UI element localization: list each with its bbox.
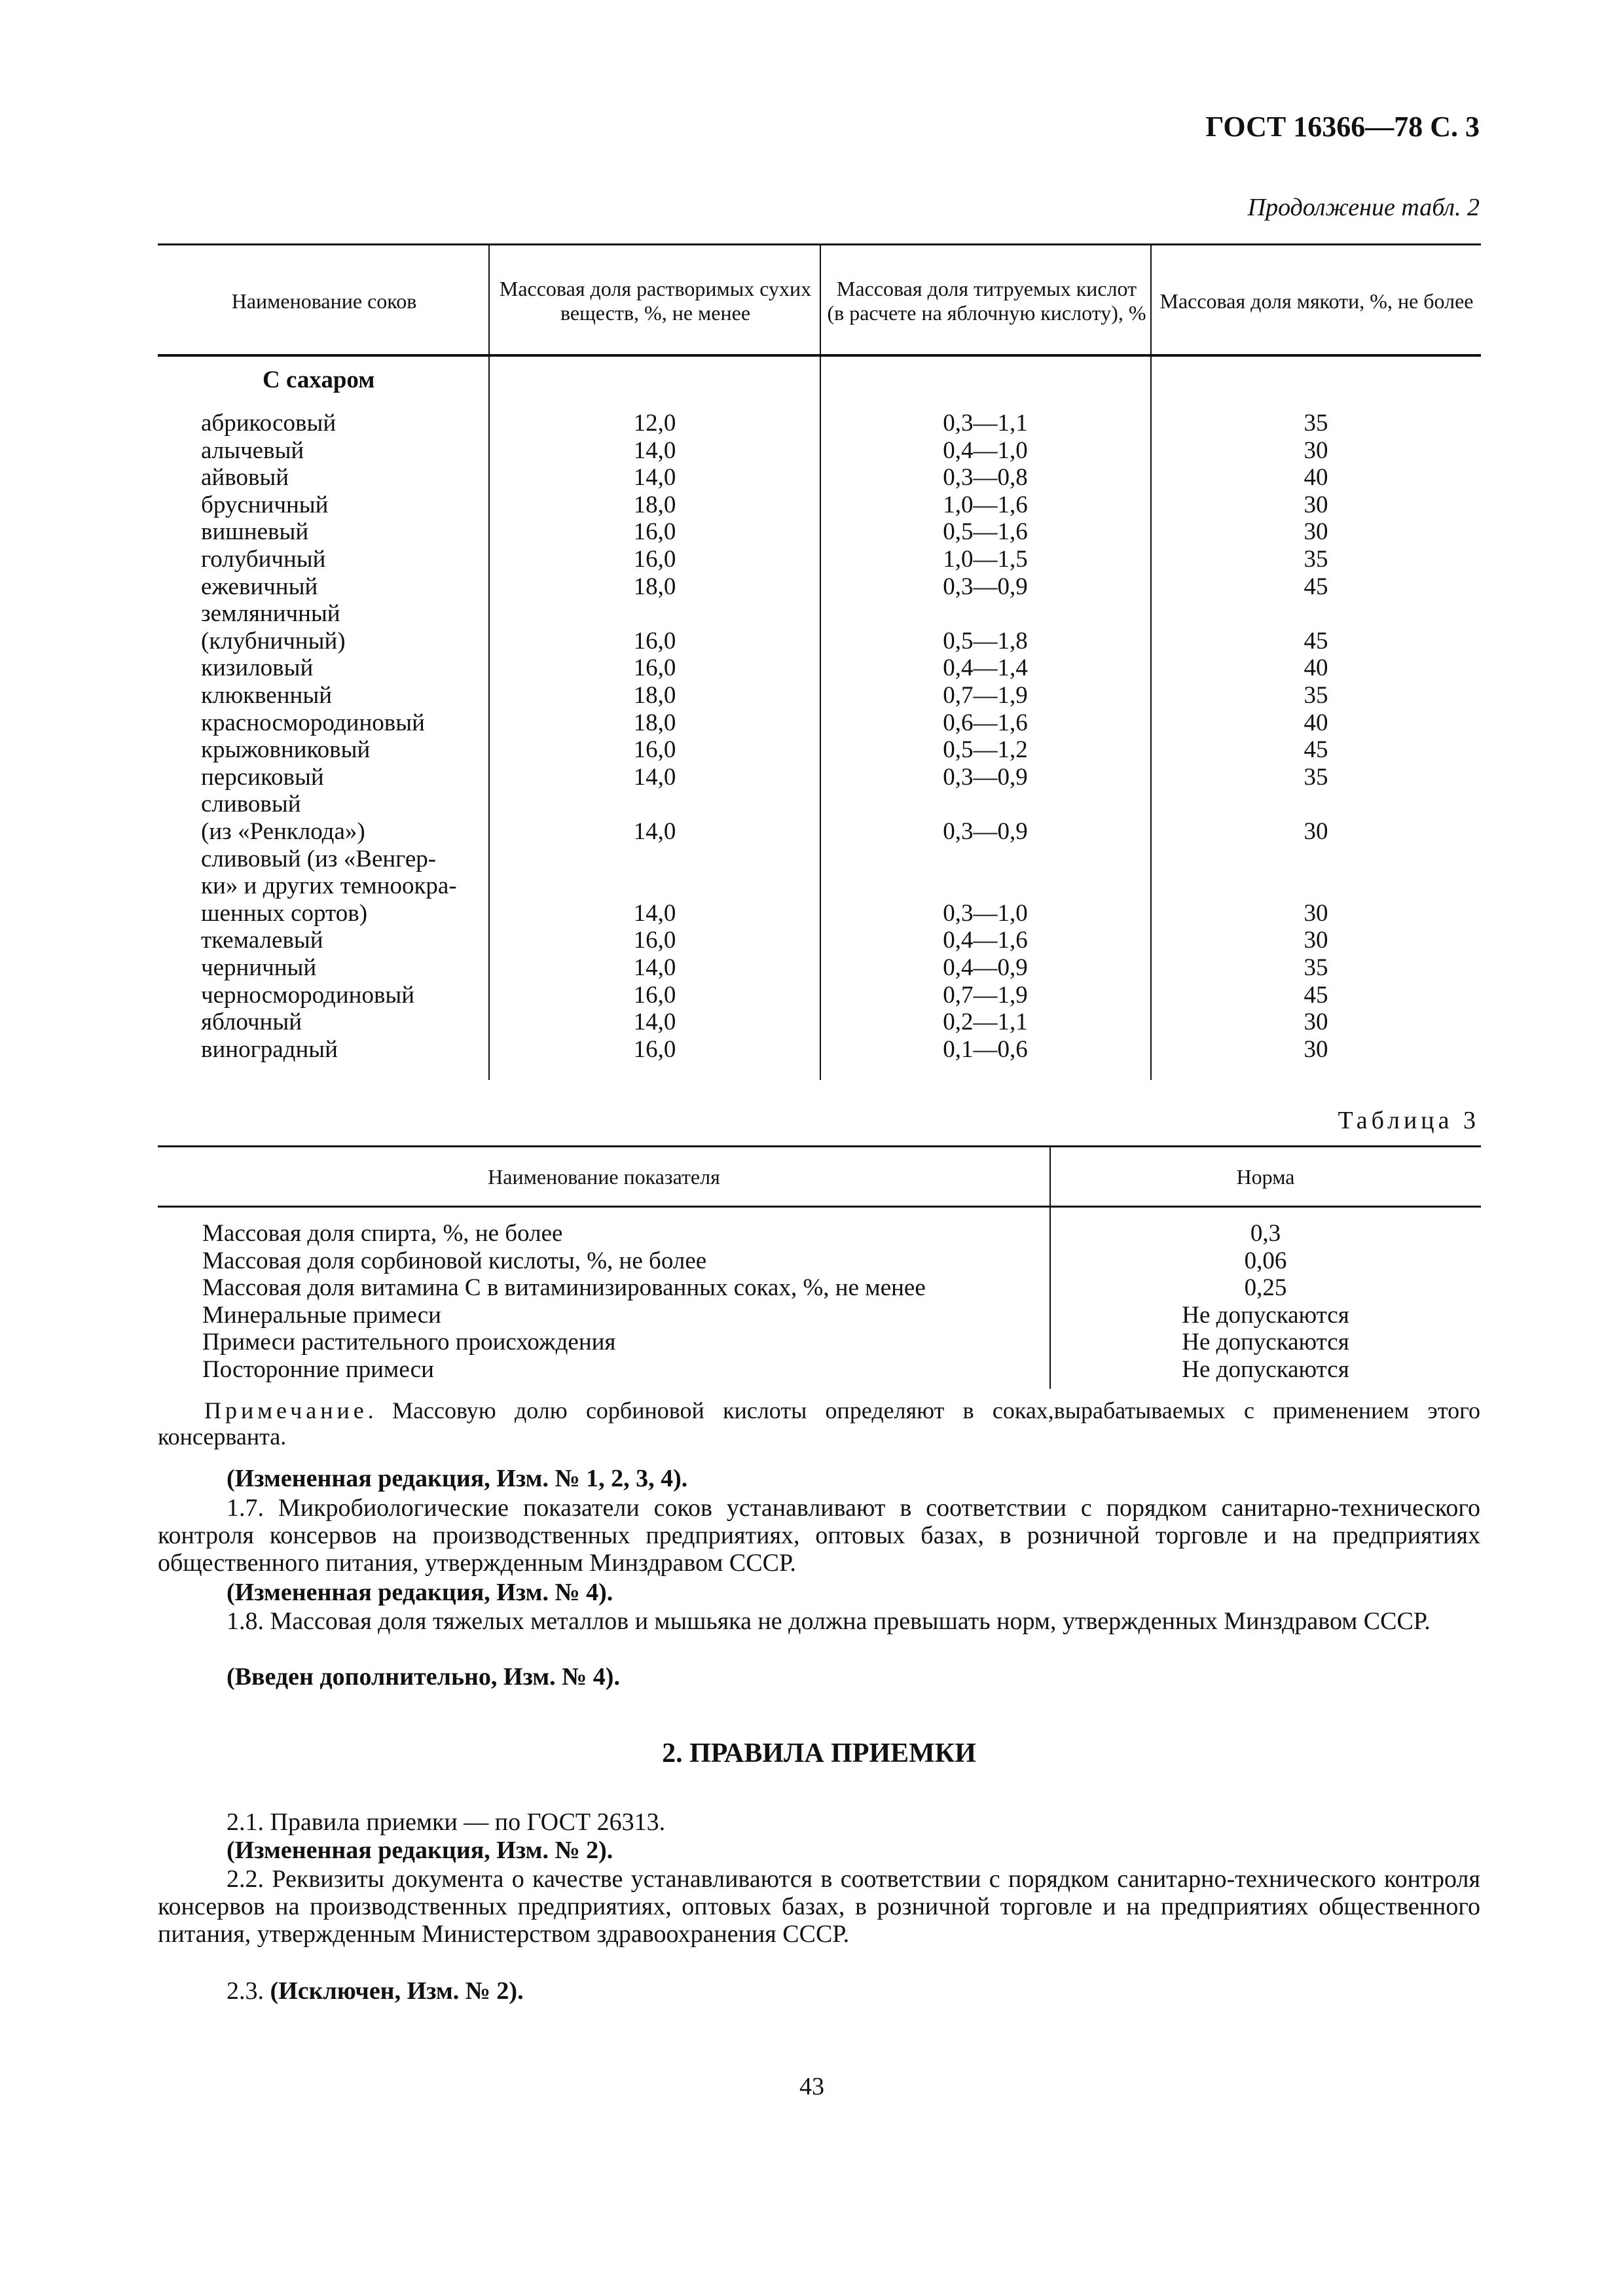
table-3-cell-name: Массовая доля сорбиновой кислоты, %, не более xyxy=(202,1247,707,1274)
table-2-cell-pulp: 35 xyxy=(1304,682,1328,709)
table-3-cell-name: Примеси растительного происхождения xyxy=(202,1329,616,1356)
table-2-cell-name: черничный xyxy=(201,954,317,981)
table-2-cell-solids: 18,0 xyxy=(633,682,676,709)
table-2-cell-pulp: 30 xyxy=(1304,491,1328,518)
table-3-cell-name: Массовая доля спирта, %, не более xyxy=(202,1220,563,1247)
table-2-cell-name: шенных сортов) xyxy=(201,899,368,927)
table-2-cell-acid: 0,3—1,0 xyxy=(943,899,1028,927)
table-2-cell-solids: 16,0 xyxy=(633,518,676,546)
table-2-cell-name: алычевый xyxy=(201,437,304,464)
table-2-cell-name: ки» и других темноокра- xyxy=(201,872,457,900)
table-2-col-header: Наименование соков xyxy=(231,289,417,313)
table-2-cell-acid: 0,4—1,4 xyxy=(943,655,1028,682)
table-2-cell-acid: 0,4—0,9 xyxy=(943,954,1028,981)
table-2-cell-name: вишневый xyxy=(201,518,309,546)
table-2-cell-pulp: 30 xyxy=(1304,818,1328,845)
table-2-cell-acid: 0,3—1,1 xyxy=(943,410,1028,437)
table-2-cell-name: голубичный xyxy=(201,546,326,573)
table-2-cell-pulp: 35 xyxy=(1304,954,1328,981)
table-3-top-rule xyxy=(158,1145,1481,1147)
table-2-cell-pulp: 45 xyxy=(1304,627,1328,655)
table-2-cell-solids: 14,0 xyxy=(633,899,676,927)
table-3-cell-norm: 0,06 xyxy=(1244,1247,1287,1274)
table-3-cell-name: Посторонние примеси xyxy=(202,1356,434,1383)
table-2-cell-pulp: 45 xyxy=(1304,736,1328,764)
table-2-cell-name: (клубничный) xyxy=(201,627,346,655)
table-2-cell-acid: 0,6—1,6 xyxy=(943,709,1028,736)
table-2-cell-solids: 14,0 xyxy=(633,437,676,464)
table-2-cell-name: айвовый xyxy=(201,464,289,492)
table-2-cell-pulp: 45 xyxy=(1304,573,1328,600)
table-2-cell-name: абрикосовый xyxy=(201,410,337,437)
table-3-cell-norm: 0,25 xyxy=(1244,1274,1287,1302)
table-continuation-label: Продолжение табл. 2 xyxy=(1247,194,1480,221)
table-2-cell-name: черносмородиновый xyxy=(201,981,415,1009)
clause-1-8: 1.8. Массовая доля тяжелых металлов и мышьяка не должна превышать норм, утвержденных Минздравом СССР. xyxy=(227,1607,1431,1635)
table-2-cell-name: земляничный xyxy=(201,600,340,628)
table-2-cell-acid: 0,1—0,6 xyxy=(943,1035,1028,1063)
table-2-cell-acid: 1,0—1,6 xyxy=(943,491,1028,518)
table-2-cell-solids: 16,0 xyxy=(633,981,676,1009)
table-2-col-divider xyxy=(1150,243,1152,1080)
section-2-title: 2. ПРАВИЛА ПРИЕМКИ xyxy=(662,1738,976,1768)
table-2-cell-pulp: 45 xyxy=(1304,981,1328,1009)
table-2-cell-acid: 0,4—1,6 xyxy=(943,927,1028,954)
table-2-cell-name: сливовый (из «Венгер- xyxy=(201,845,437,872)
table-2-cell-acid: 0,3—0,9 xyxy=(943,763,1028,791)
table-2-cell-name: сливовый xyxy=(201,791,301,818)
table-2-cell-acid: 0,3—0,9 xyxy=(943,573,1028,600)
table-2-cell-name: виноградный xyxy=(201,1035,338,1063)
table-3-cell-norm: Не допускаются xyxy=(1182,1301,1349,1329)
document-header: ГОСТ 16366—78 С. 3 xyxy=(1205,111,1480,143)
table-2-cell-pulp: 40 xyxy=(1304,655,1328,682)
table-2-cell-name: красносмородиновый xyxy=(201,709,425,736)
table-2-cell-pulp: 35 xyxy=(1304,763,1328,791)
table-2-cell-acid: 1,0—1,5 xyxy=(943,546,1028,573)
revision-note: (Измененная редакция, Изм. № 1, 2, 3, 4). xyxy=(227,1465,688,1492)
table-2-cell-solids: 18,0 xyxy=(633,709,676,736)
revision-note: (Измененная редакция, Изм. № 4). xyxy=(227,1579,613,1606)
table-2-cell-name: яблочный xyxy=(201,1009,302,1036)
table-2-cell-solids: 18,0 xyxy=(633,491,676,518)
table-2-subheader: С сахаром xyxy=(263,367,375,393)
table-3-cell-norm: 0,3 xyxy=(1250,1220,1281,1247)
table-2-cell-acid: 0,7—1,9 xyxy=(943,682,1028,709)
table-3-col-header: Норма xyxy=(1236,1164,1295,1189)
table-2-cell-solids: 14,0 xyxy=(633,464,676,492)
table-2-col-header: Массовая доля растворимых сухих веществ, %, не менее xyxy=(499,277,812,325)
table-2-cell-acid: 0,4—1,0 xyxy=(943,437,1028,464)
note-text: . Массовую долю сорбиновой кислоты определяют в соках,вырабатываемых с применением этого консерванта. xyxy=(158,1397,1480,1450)
table-3-col-header: Наименование показателя xyxy=(488,1164,720,1189)
table-2-cell-name: ежевичный xyxy=(201,573,318,600)
table-2-cell-acid: 0,3—0,9 xyxy=(943,818,1028,845)
table-2-cell-pulp: 35 xyxy=(1304,410,1328,437)
table-2-cell-solids: 14,0 xyxy=(633,1009,676,1036)
table-2-cell-name: брусничный xyxy=(201,491,329,518)
table-2-cell-acid: 0,3—0,8 xyxy=(943,464,1028,492)
table-3-note xyxy=(158,1397,1480,1450)
table-2-cell-name: ткемалевый xyxy=(201,927,323,954)
table-3-col-divider xyxy=(1049,1145,1051,1389)
revision-note: (Измененная редакция, Изм. № 2). xyxy=(227,1837,613,1864)
added-note: (Введен дополнительно, Изм. № 4). xyxy=(227,1663,620,1691)
table-3-cell-name: Минеральные примеси xyxy=(202,1301,441,1329)
clause-1-7: 1.7. Микробиологические показатели соков устанавливают в соответствии с порядком санитарно-технического контроля консервов на производственных предприятиях, оптовых базах, в розничной торговле и на предприятиях общественного питания, утвержденным Минздравом СССР. xyxy=(158,1494,1480,1577)
table-2-cell-acid: 0,5—1,8 xyxy=(943,627,1028,655)
table-2-cell-name: крыжовниковый xyxy=(201,736,371,764)
clause-2-3-number: 2.3. xyxy=(227,1977,264,2005)
table-2-col-header: Массовая доля титруемых кислот (в расчете на яблочную кислоту), % xyxy=(827,277,1146,325)
table-2-cell-solids: 16,0 xyxy=(633,927,676,954)
table-2-cell-acid: 0,5—1,6 xyxy=(943,518,1028,546)
table-2-col-divider xyxy=(488,243,490,1080)
table-2-cell-pulp: 40 xyxy=(1304,464,1328,492)
table-2-cell-name: кизиловый xyxy=(201,655,314,682)
table-2-cell-solids: 18,0 xyxy=(633,573,676,600)
table-2-cell-pulp: 40 xyxy=(1304,709,1328,736)
note-label: Примечание xyxy=(204,1397,368,1424)
table-2-cell-solids: 16,0 xyxy=(633,546,676,573)
clause-2-2: 2.2. Реквизиты документа о качестве устанавливаются в соответствии с порядком санитарно-технического контроля консервов на производственных предприятиях, оптовых базах, в розничной торговле и на предприятиях общественного питания, утвержденным Министерством здравоохранения СССР. xyxy=(158,1865,1480,1948)
table-2-cell-pulp: 30 xyxy=(1304,899,1328,927)
table-2-cell-acid: 0,2—1,1 xyxy=(943,1009,1028,1036)
clause-2-3 xyxy=(158,1977,1480,2005)
table-2-cell-solids: 16,0 xyxy=(633,627,676,655)
table-2-cell-pulp: 30 xyxy=(1304,927,1328,954)
table-2-cell-acid: 0,7—1,9 xyxy=(943,981,1028,1009)
table-2-cell-acid: 0,5—1,2 xyxy=(943,736,1028,764)
table-2-cell-solids: 14,0 xyxy=(633,818,676,845)
table-2-cell-solids: 12,0 xyxy=(633,410,676,437)
table-2-cell-pulp: 30 xyxy=(1304,1009,1328,1036)
table-3-cell-norm: Не допускаются xyxy=(1182,1356,1349,1383)
table-2-cell-pulp: 30 xyxy=(1304,518,1328,546)
table-3-cell-name: Массовая доля витамина С в витаминизированных соках, %, не менее xyxy=(202,1274,926,1302)
clause-2-1: 2.1. Правила приемки — по ГОСТ 26313. xyxy=(227,1808,666,1836)
table-3-cell-norm: Не допускаются xyxy=(1182,1329,1349,1356)
table-2-cell-solids: 16,0 xyxy=(633,736,676,764)
table-3-caption: Таблица 3 xyxy=(1338,1107,1480,1134)
table-2-cell-pulp: 30 xyxy=(1304,437,1328,464)
table-3-header-rule xyxy=(158,1206,1481,1208)
table-2-col-header: Массовая доля мякоти, %, не более xyxy=(1159,289,1474,313)
table-2-cell-solids: 16,0 xyxy=(633,1035,676,1063)
page-number: 43 xyxy=(799,2073,824,2100)
table-2-cell-name: (из «Ренклода») xyxy=(201,818,365,845)
clause-2-3-text: (Исключен, Изм. № 2). xyxy=(270,1977,524,2005)
table-2-cell-pulp: 30 xyxy=(1304,1035,1328,1063)
table-2-cell-solids: 16,0 xyxy=(633,655,676,682)
table-2-cell-solids: 14,0 xyxy=(633,954,676,981)
table-2-cell-name: клюквенный xyxy=(201,682,332,709)
table-2-cell-solids: 14,0 xyxy=(633,763,676,791)
table-2-cell-pulp: 35 xyxy=(1304,546,1328,573)
table-2-col-divider xyxy=(820,243,821,1080)
table-2-cell-name: персиковый xyxy=(201,763,324,791)
